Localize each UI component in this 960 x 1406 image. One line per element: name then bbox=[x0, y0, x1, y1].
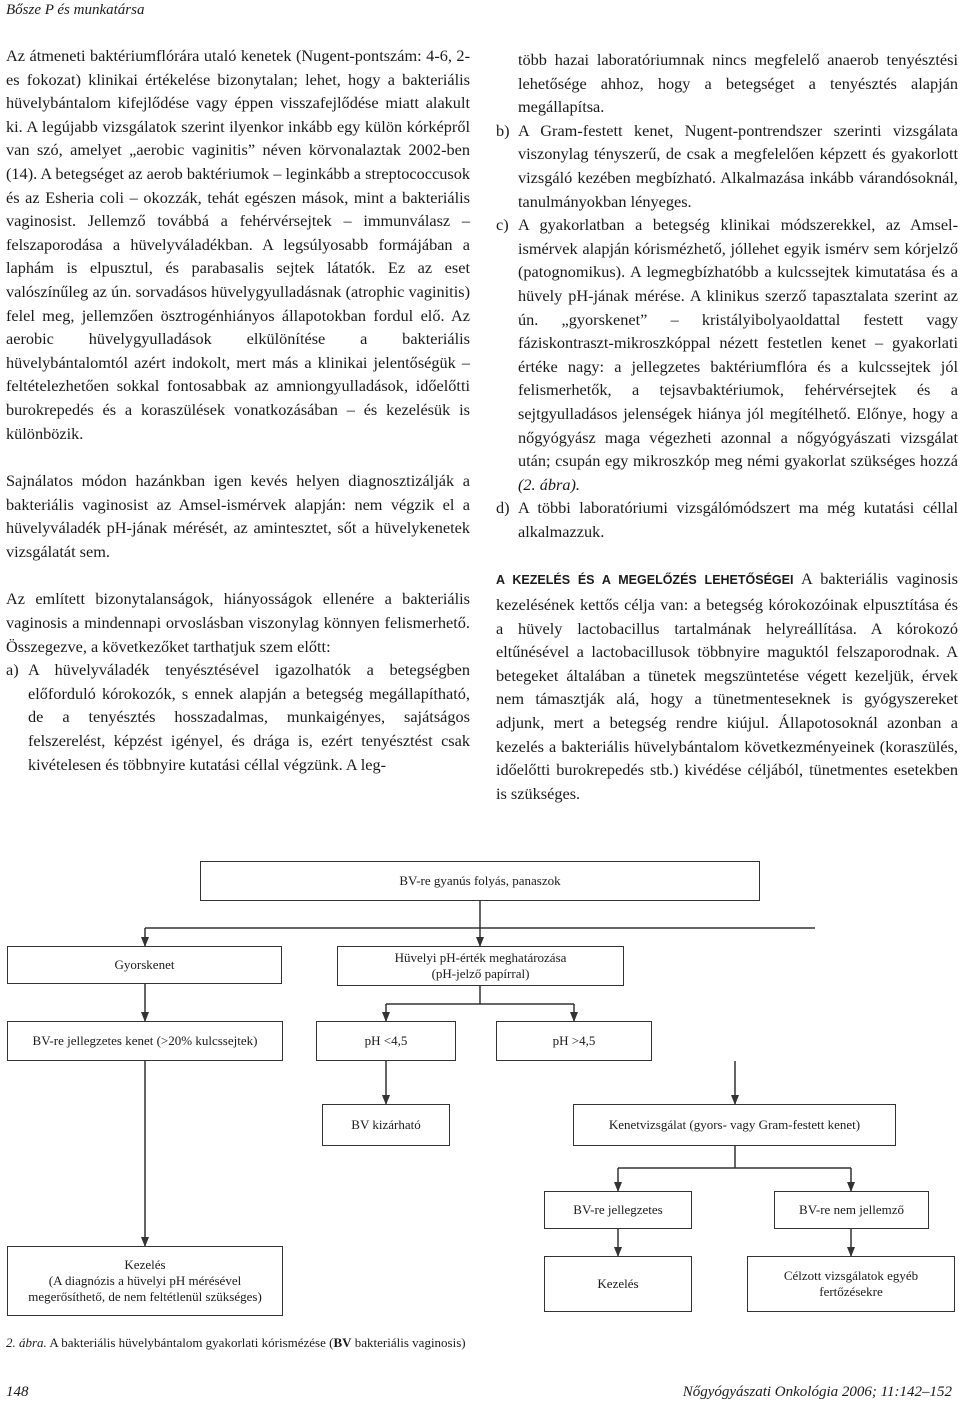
list-item-a bbox=[6, 658, 470, 776]
flow-node-smear-exam: Kenetvizsgálat (gyors- vagy Gram-festett kenet) bbox=[573, 1104, 896, 1146]
list-marker: d) bbox=[496, 498, 510, 518]
flow-node-bv-typical-smear: BV-re jellegzetes kenet (>20% kulcssejtek) bbox=[7, 1021, 283, 1061]
flow-node-bv-excluded: BV kizárható bbox=[322, 1104, 450, 1146]
flow-node-line: (pH-jelző papírral) bbox=[431, 966, 530, 981]
flow-node-line: Kezelés bbox=[124, 1257, 166, 1272]
page-number: 148 bbox=[6, 1384, 29, 1400]
list-marker: a) bbox=[6, 660, 19, 680]
flow-node-bv-not-typical: BV-re nem jellemző bbox=[774, 1191, 929, 1229]
flow-node-line: fertőzésekre bbox=[819, 1284, 883, 1299]
paragraph: Az átmeneti baktériumflórára utaló kenetek (Nugent-pontszám: 4-6, 2-es fokozat) klinikai értékelése bizonytalan; lehet, hogy a bakteriális hüvelybántalom kifejlődése vagy éppen visszafejlődése miatt alakult ki. A legújabb vizsgálatok szerint ilyenkor inkább egy külön kórképről van szó, amelyet „aerobic vaginitis” néven körvonalaztak 2002-ben (14). A betegséget az aerob baktériumok – leginkább a streptococcusok és az Esheria coli – okozzák, tehát egészen mások, mint a bakteriális vaginosist. Jellemző továbbá a fehérvérsejtek – immunválasz – felszaporodása a hüvelyváladékban. A legsúlyosabb formájában a laphám is elpusztul, és parabasalis sejtek látatók. Ez az eset valószínűleg az ún. sorvadásos hüvelygyulladásnak (atrophic vaginitis) felel meg, jellemzően ösztrogénhiányos állapotokban fordul elő. Az aerobic hüvelygyulladások elkülönítése a bakteriális hüvelybántalomtól azért indokolt, mert más a klinikai jelentőségük – feltételezhetően sokkal fontosabbak az amniongyulladások, időelőtti burokrepedés és a koraszülések vonatkozásában – és kezelésük is különbözik. bbox=[6, 46, 470, 443]
paragraph: Sajnálatos módon hazánkban igen kevés helyen diagnosztizálják a bakteriális vaginosist az Amsel-ismérvek alapján: nem végzik el a hüvelyváladék pH-jának mérését, az amintesztet, sőt a hüvelykenetek vizsgálatát sem. bbox=[6, 471, 470, 561]
list-item-b bbox=[496, 119, 958, 213]
paragraph: Az említett bizonytalanságok, hiányosságok ellenére a bakteriális vaginosis a mindennapi orvoslásban viszonylag könnyen felismerhető. Összegezve, a következőket tarthatjuk szem előtt: bbox=[6, 589, 470, 656]
list-item-d bbox=[496, 496, 958, 543]
flow-node-gyorskenet: Gyorskenet bbox=[7, 946, 282, 984]
caption-text: bakteriális vaginosis) bbox=[354, 1335, 466, 1350]
list-item-text: A Gram-festett kenet, Nugent-pontrendszer szerinti vizsgálata viszonylag tényszerű, de csak a megfelelően képzett és gyakorlott vizsgáló kezében megbízható. Alkalmazása inkább várandósoknál, tanulmányokban lényeges. bbox=[518, 120, 958, 211]
list-marker: c) bbox=[496, 215, 509, 235]
figure-caption bbox=[6, 1335, 466, 1351]
flow-node-targeted-tests bbox=[747, 1256, 955, 1312]
right-column bbox=[496, 48, 958, 805]
flow-node-bv-typical: BV-re jellegzetes bbox=[544, 1191, 692, 1229]
section-paragraph bbox=[496, 567, 958, 805]
flow-node-treatment-left bbox=[7, 1246, 283, 1316]
flow-node-ph-high: pH >4,5 bbox=[496, 1021, 652, 1061]
flow-node-suspicion: BV-re gyanús folyás, panaszok bbox=[200, 861, 760, 901]
flow-node-ph-measurement bbox=[337, 946, 624, 986]
list-item-text bbox=[518, 213, 958, 496]
flowchart-figure bbox=[0, 848, 960, 1338]
list-marker: b) bbox=[496, 120, 510, 140]
section-text: A bakteriális vaginosis kezelésének kettős célja van: a betegség kórokozóinak elpusztítása és a hüvely lactobacillus tartalmának helyreállítása. A kórokozó eltűnésével a lactobacillusok többnyire maguktól felszaporodnak. A betegeket általában a tünetek megszüntetése végett kezeljük, érvek nem támasztják alá, hogy a tünetmenteseknek is gyógyszereket adjunk, mert a betegség rendre kiújul. Állapotosoknál azonban a kezelés a bakteriális hüvelybántalom következményeinek (koraszülés, időelőtti burokrepedés stb.) kivédése céljából, tünetmentes esetekben is szükséges. bbox=[496, 569, 959, 803]
flow-node-line: Célzott vizsgálatok egyéb bbox=[783, 1268, 919, 1283]
section-heading: A KEZELÉS ÉS A MEGELŐZÉS LEHETŐSÉGEI bbox=[496, 573, 794, 588]
list-item-c bbox=[496, 213, 958, 496]
figure-reference: (2. ábra). bbox=[518, 474, 580, 494]
running-header-authors: Bősze P és munkatársa bbox=[6, 2, 145, 18]
figure-label: 2. ábra. bbox=[6, 1335, 47, 1350]
caption-abbr: BV bbox=[333, 1335, 352, 1350]
list-item-text-body: A gyakorlatban a betegség klinikai módszerekkel, az Amsel-ismérvek alapján kórismézhető, jóllehet egyik ismérv sem kórjelző (patognomikus). A legmegbízhatóbb a kulcssejtek kimutatása és a hüvely pH-jának mérése. A klinikus szerző tapasztalata szerint az ún. „gyorskenet” – kristályibolyaoldattal festett vagy fáziskontraszt-mikroszkóppal nézett festetlen kenet – gyakorlati értéke nagy: a jellegzetes baktériumflóra és a kulcssejtek jól felismerhetők, a tejsavbaktériumok, fehérvérsejtek és a sejtgyulladásos jelenségek hiánya jól megítélhető. Előnye, hogy a nőgyógyász maga végezheti azonnal a nőgyógyászati vizsgálat után; csupán egy mikroszkóp meg némi gyakorlat szükséges hozzá bbox=[518, 215, 958, 471]
list-item-text: A többi laboratóriumi vizsgálómódszert ma még kutatási céllal alkalmazzuk. bbox=[518, 498, 958, 541]
list-item-text: A hüvelyváladék tenyésztésével igazolhatók a betegségben előforduló kórokozók, s ennek alapján a betegség megállapítható, de a tenyésztés hosszadalmas, munkaigényes, sajátságos felszerelést, képzést igényel, és drága is, ezért tenyésztést csak kivételesen és többnyire kutatási céllal végzünk. A leg- bbox=[28, 660, 470, 774]
caption-text: A bakteriális hüvelybántalom gyakorlati kórismézése ( bbox=[49, 1335, 334, 1350]
flow-node-line: megerősíthető, de nem feltétlenül szükséges) bbox=[28, 1289, 262, 1304]
flow-node-line: (A diagnózis a hüvelyi pH mérésével bbox=[48, 1273, 242, 1288]
flow-node-line: Hüvelyi pH-érték meghatározása bbox=[394, 950, 567, 965]
flow-node-treatment-right: Kezelés bbox=[544, 1256, 692, 1312]
left-column bbox=[6, 44, 470, 776]
journal-citation: Nőgyógyászati Onkológia 2006; 11:142–152 bbox=[682, 1384, 952, 1400]
paragraph-continued: több hazai laboratóriumnak nincs megfelelő anaerob tenyésztési lehetősége ahhoz, hogy a betegséget a tenyésztés alapján megállapítsa. bbox=[518, 50, 958, 117]
flow-node-ph-low: pH <4,5 bbox=[316, 1021, 456, 1061]
